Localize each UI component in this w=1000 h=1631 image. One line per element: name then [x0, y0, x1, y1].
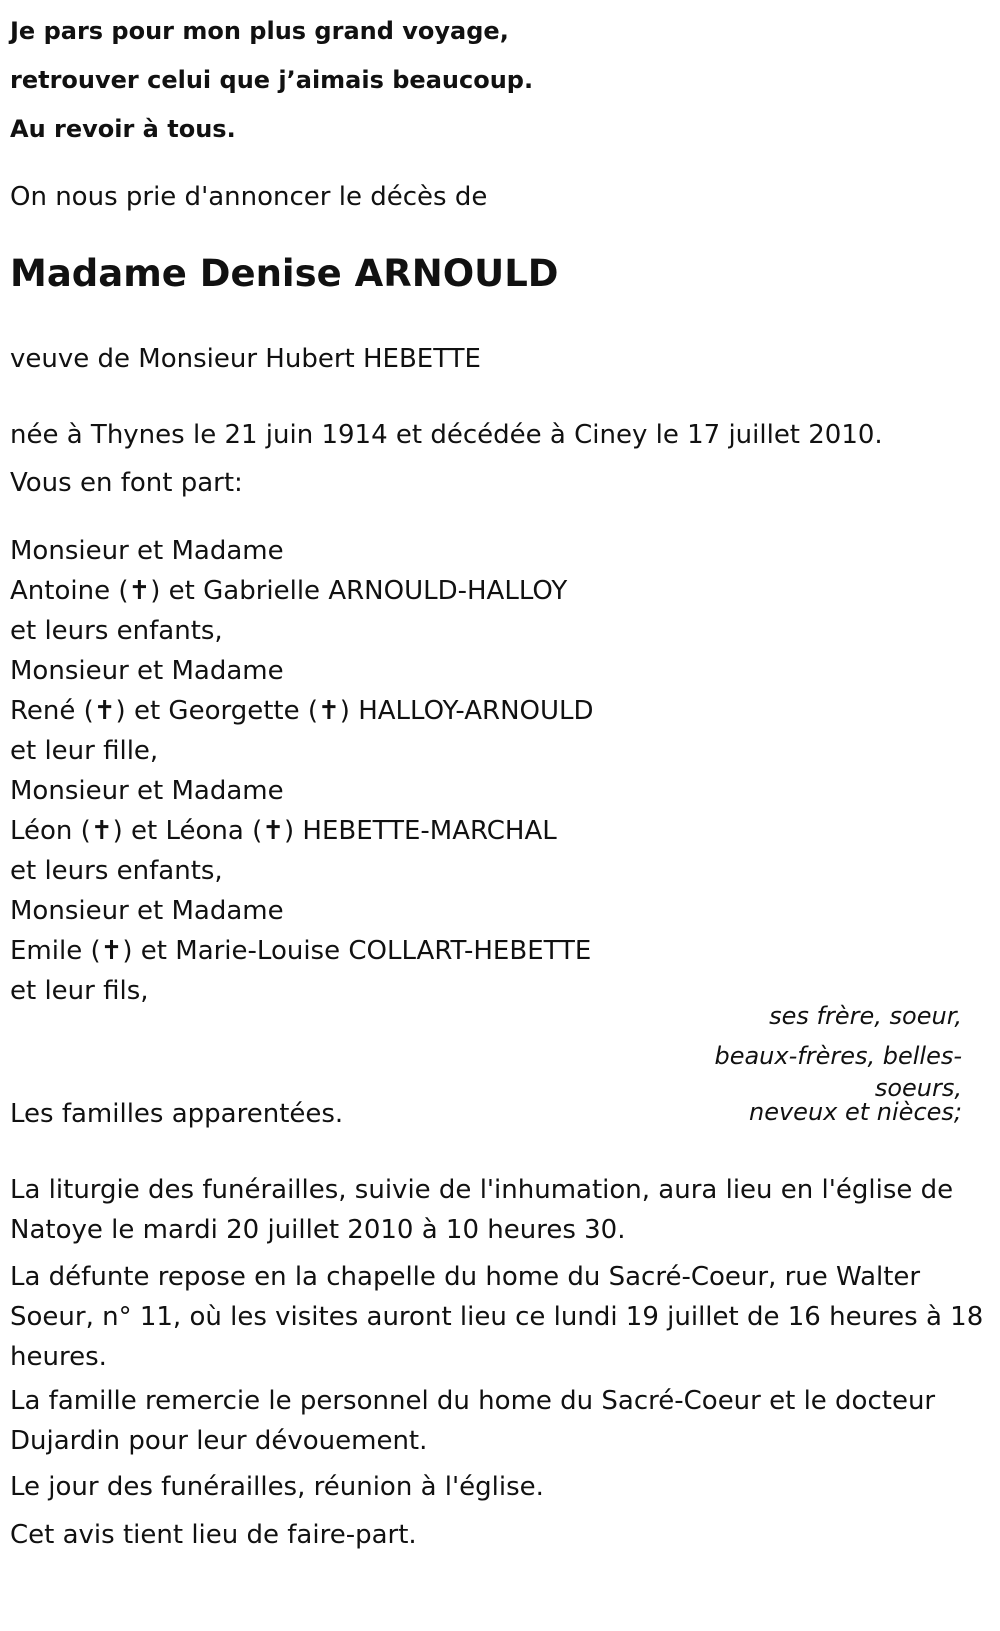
poem-line: Je pars pour mon plus grand voyage, [10, 17, 509, 45]
birth-death-text: née à Thynes le 21 juin 1914 et décédée à Ciney le 17 juillet 2010. [10, 420, 883, 450]
funeral-liturgy-paragraph: La liturgie des funérailles, suivie de l'inhumation, aura lieu en l'église de Natoye le mardi 20 juillet 2010 à 10 heures 30. [10, 1175, 954, 1245]
family-line: et leurs enfants, [10, 856, 223, 886]
visitation-paragraph: La défunte repose en la chapelle du home du Sacré-Coeur, rue Walter Soeur, n° 11, où les visites auront lieu ce lundi 19 juillet de 16 heures à 18 heures. [10, 1262, 984, 1372]
family-line: Emile (✝) et Marie-Louise COLLART-HEBETTE [10, 936, 592, 966]
thanks-paragraph: La famille remercie le personnel du home du Sacré-Coeur et le docteur Dujardin pour leur dévouement. [10, 1386, 936, 1456]
spouse-text: veuve de Monsieur Hubert HEBETTE [10, 344, 481, 374]
family-line: Monsieur et Madame [10, 776, 284, 806]
closing-paragraph: Cet avis tient lieu de faire-part. [10, 1520, 417, 1550]
family-line: René (✝) et Georgette (✝) HALLOY-ARNOULD [10, 696, 594, 726]
family-line: et leur fils, [10, 976, 149, 1006]
family-list [10, 531, 594, 1011]
family-line: Monsieur et Madame [10, 536, 284, 566]
family-line: Monsieur et Madame [10, 656, 284, 686]
announcers-intro: Vous en font part: [10, 468, 243, 498]
family-line: Antoine (✝) et Gabrielle ARNOULD-HALLOY [10, 576, 568, 606]
family-line: et leurs enfants, [10, 616, 223, 646]
poem-line: retrouver celui que j’aimais beaucoup. [10, 66, 534, 94]
gathering-paragraph: Le jour des funérailles, réunion à l'église. [10, 1472, 544, 1502]
family-line: Léon (✝) et Léona (✝) HEBETTE-MARCHAL [10, 816, 557, 846]
relation-line: ses frère, soeur, [769, 1002, 962, 1030]
relation-line: beaux-frères, belles- [714, 1042, 962, 1070]
relation-line: neveux et nièces; [749, 1098, 962, 1126]
relations-block [692, 996, 962, 1124]
poem-line: Au revoir à tous. [10, 115, 236, 143]
family-line: et leur fille, [10, 736, 159, 766]
relation-line: soeurs, [874, 1074, 962, 1102]
deceased-name: Madame Denise ARNOULD [10, 252, 559, 295]
family-line: Monsieur et Madame [10, 896, 284, 926]
intro-text: On nous prie d'annoncer le décès de [10, 182, 488, 212]
poem [10, 7, 533, 154]
related-families-text: Les familles apparentées. [10, 1099, 344, 1129]
